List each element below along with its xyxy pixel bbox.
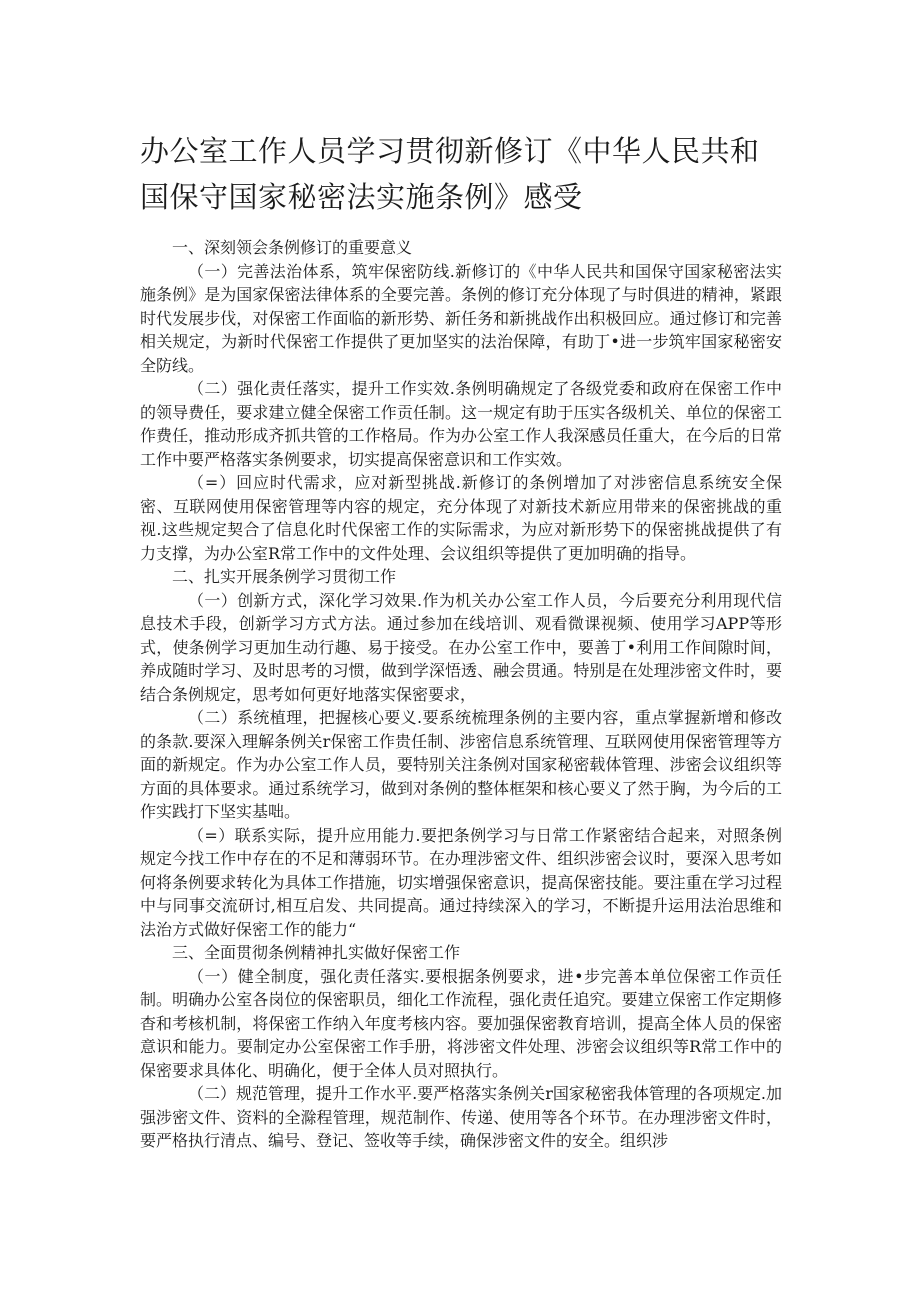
paragraph: （二）系统植理，把握核心要义.要系统梳理条例的主要内容，重点掌握新增和修改的条款.要深入理解条例关r保密工作贵任制、涉密信息系统管理、互联网使用保密管理等方面的新规定。作为办公室工作人员，要特别关注条例对国家秘密载体管理、涉密会议组织等方面的具体要求。通过系统学习，做到对条例的整体框架和核心要义了然于胸，为今后的工作实践打下坚实基咄。: [140, 708, 782, 821]
paragraph: （=）回应时代需求，应对新型挑战.新修订的条例增加了对涉密信息系统安全保密、互联网使用保密管理等内容的规定，充分体现了对新技术新应用带来的保密挑战的重视.这些规定契合了信息化时代保密工作的实际需求，为应对新形势下的保密挑战提供了有力支撑，为办公室R常工作中的文件处理、会议组织等提供了更加明确的指导。: [140, 473, 782, 563]
section-heading: 三、全面贯彻条例精神扎实做好保密工作: [172, 943, 461, 962]
section-heading: 二、扎实开展条例学习贯彻工作: [172, 567, 397, 586]
paragraph: （=）联系实际，提升应用能力.要把条例学习与日常工作紧密结合起来，对照条例规定今找工作中存在的不足和薄弱环节。在办理涉密文件、组织涉密会议时，要深入思考如何将条例要求转化为具体工作措施，切实增强保密意识，提高保密技能。要注重在学习过程中与同事交流研讨,相互启发、共同提高。通过持续深入的学习，不断提升运用法治思维和法治方式做好保密工作的能力“: [140, 825, 782, 939]
paragraph: （一）完善法治体系，筑牢保密防线.新修订的《中华人民共和国保守国家秘密法实施条例》是为国家保密法律体系的全要完善。条例的修订充分体现了与时俱进的精神，紧跟时代发展步伐，对保密工作面临的新形势、新任务和新挑战作出积极回应。通过修订和完善相关规定，为新时代保密工作提供了更加坚实的法治保障，有助丁•进一步筑牢国家秘密安全防线。: [140, 261, 782, 375]
section-heading: 一、深刻领会条例修订的重要意义: [172, 238, 413, 257]
paragraph: （二）规范管理，提升工作水平.要严格落实条例关r国家秘密我体管理的各项规定.加强涉密文件、资料的全滁程管理，规范制作、传递、使用等各个环节。在办理涉密文件时，要严格执行清点、编号、登记、签收等手续，确保涉密文件的安全。组织涉: [140, 1084, 782, 1150]
paragraph: （一）创新方式，深化学习效果.作为机关办公室工作人员，今后要充分利用现代信息技术手段，创新学习方式方法。通过参加在线培训、观看微课视频、使用学习APP等形式，使条例学习更加生动行趣、易于接受。在办公室工作中，要善丁•利用工作间隙时间，养成随时学习、及时思考的习惯，做到学深悟透、融会贯通。特别是在处理涉密文件时，要结合条例规定，思考如何更好地落实保密要求，: [140, 590, 782, 704]
paragraph: （一）健全制度，强化责任落实.要根据条例要求，进•步完善本单位保密工作贡任制。明确办公室各岗位的保密职员，细化工作流程，强化责任追究。要建立保密工作定期修杳和考核机制，将保密工作纳入年度考核内容。要加强保密教育培训，提高全体人员的保密意识和能力。要制定办公室保密工作手册，将涉密文件处理、涉密会议组织等R常工作中的保密要求具体化、明确化，便于全体人员对照执行。: [140, 966, 782, 1080]
paragraph: （二）强化责任落实，提升工作实效.条例明确规定了各级党委和政府在保密工作中的领导费任，要求建立健全保密工作贡任制。这一规定有助于压实各级机关、单位的保密工作费任，推动形成齐抓共管的工作格局。作为办公室工作人我深感员任重大，在今后的日常工作中要严格落实条例要求，切实提高保密意识和工作实效。: [140, 379, 782, 469]
document-body: [140, 236, 782, 1153]
document-page: [140, 128, 782, 1153]
document-title: 办公室工作人员学习贯彻新修订《中华人民共和国保守国家秘密法实施条例》感受: [140, 134, 760, 214]
